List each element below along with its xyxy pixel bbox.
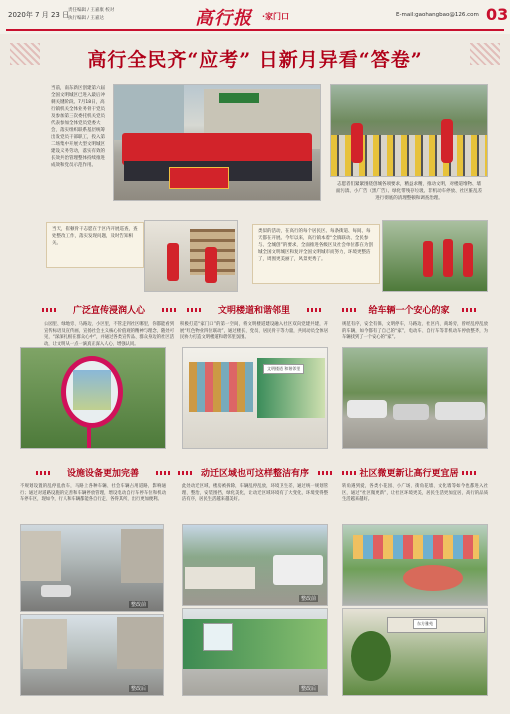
header-rule: [6, 29, 504, 31]
section-body-4: 不规划设置的乱停乱放车，马路上各种车辆、社会车辆占用道路，影响通行；通过对道路设施的完善和车辆停放管理，增设电动自行车停车位和机动车停车区，现如今，行人和车辆都能各自行走、各得其所，出行更加便利。: [20, 484, 166, 502]
editor-credits: [68, 7, 114, 23]
page-number: 03: [486, 5, 509, 24]
photo-watermark-4: 整改后: [301, 686, 317, 692]
road-after-photo: [20, 614, 164, 696]
photo-watermark-1: 整改前: [131, 602, 147, 608]
issue-date: 2020年 7 月 23 日: [8, 11, 70, 19]
caption-top-right: 志愿者们紧紧围绕创城各项要求，精益求精，推动文明，对楼道堆物、墙面污渍、小广告（黑广告）、绿化带残存垃圾、非机动车停放、社区脏乱差进行彻底的清理整顿和调查治理。: [335, 182, 483, 201]
section-title-1: 广泛宣传浸润人心: [44, 303, 174, 317]
garden-sign-photo: [342, 608, 488, 696]
title-decoration-left: [10, 43, 40, 65]
board-title: 文明楼道 和谐邻里: [263, 364, 304, 374]
caption-mid-right: 类似的活动，在高行的每个居民区、每条街道、每间、每天都在开展。今年以来，高行镇本着“全镇联动、全民参与、全城创”的要求，全面推进各级区及社会单位都在为创城全国文明城区和复评全国文明城市而努力，环境更整洁了，周围更美丽了，风景更秀了。: [252, 224, 380, 284]
caption-top-left: 当前，南东新区创建第六届全国文明城区已进入最后冲刺关键阶段。7月18日，高行镇机关全体业务骨干党员及参加第三次委托机关党员代表参加全体党员党委大会，落实组织联系基层统筹出发党员干部职工，投入第二场集中开展大型文明城区建设义务劳动，落实有效的长效共治管理整体持续推进成效和党员示范作用。: [51, 86, 105, 168]
page-headline: 高行全民齐“应考” 日新月异看“答卷”: [87, 49, 423, 71]
estate-sign: 东方雅苑: [413, 619, 437, 629]
section-title-5: 动迁区域也可这样整洁有序: [180, 466, 330, 480]
hall-inspection-photo: [144, 220, 238, 292]
section-body-6: 转角遇到爱，各类小花园、小广场、街角花墙、文化墙等如今也都进入社区，通过“社区微更新”，让社区环境更美，居民生活更加宜居，高行的品质生活越来越好。: [342, 484, 488, 502]
photo-watermark-2: 整改后: [131, 686, 147, 692]
road-before-photo: [20, 524, 164, 612]
bike-cleanup-photo: [330, 84, 488, 177]
demolition-before-photo: [182, 524, 328, 606]
party-flag: [169, 167, 229, 189]
page-header: [0, 0, 510, 34]
section-body-5: 此处动迁区域，楼房被拆除，车辆乱停乱放，环境卫生差，通过统一规划管理、整治，安装围挡，绿化美化，让动迁区域环境有了大变化，环境变得整洁有序，居民生活越来越美好。: [182, 484, 328, 502]
title-decoration-right: [470, 43, 500, 65]
section-title-2: 文明楼道和谐邻里: [189, 303, 319, 317]
section-body-1: 公园里、绿地旁、马路边、小区里，不管走到社区哪里，你都能看到宣传标语及宣传画，宣扬社会主义核心价值观的精神与理念，随处可见，“深深扎根在群众心中”，并通过各类宣传品、群众身边的社区活动，让文明从一点一滴真正深入人心、增强认同。: [44, 322, 174, 347]
corridor-photo: [182, 347, 328, 449]
editor-line-1: 责任编辑 / 王嘉康 校对: [68, 8, 115, 13]
caption-mid-left: 当天，崔顿骨干志愿在于区内开展巡查，查处整改工作，落实发现问题，及时告知相关。: [46, 222, 144, 268]
section-name: ·家门口: [262, 12, 290, 21]
parking-photo: [342, 347, 488, 449]
newspaper-logo: 高行报: [195, 8, 252, 29]
mural-wall-photo: [342, 524, 488, 606]
propaganda-board-photo: [20, 347, 166, 449]
section-body-2: 积极打造“家门口”的第一空间，将文明楼道建设融入社区双向党建共建，开展“红色物业四位联动”，通过楼长、党员、居民骨干等力量，共同动员全体居民协力打造文明楼道和谐邻里氛围。: [180, 322, 328, 340]
street-volunteers-photo: [382, 220, 488, 292]
section-title-6: 社区微更新让高行更宜居: [344, 466, 474, 480]
section-title-4: 设施设备更加完善: [38, 466, 168, 480]
editor-line-2: 执行编辑 / 王嘉达: [68, 16, 104, 21]
section-title-3: 给车辆一个安心的家: [344, 303, 474, 317]
demolition-after-photo: [182, 608, 328, 696]
painted-wall: [353, 535, 479, 559]
group-photo-volunteers: [113, 84, 321, 201]
photo-watermark-3: 整改前: [301, 596, 317, 602]
section-body-3: 规范有序，安全有保，文明停车，马路边、社区内、商场旁，曾经乱停乱放的车辆，如今都有了自己的“家”，电动车、自行车等非机动车停放整齐，为车辆找到了一个安心的“家”。: [342, 322, 488, 340]
contact-email: E-mail:gaohangbao@126.com: [396, 12, 479, 18]
